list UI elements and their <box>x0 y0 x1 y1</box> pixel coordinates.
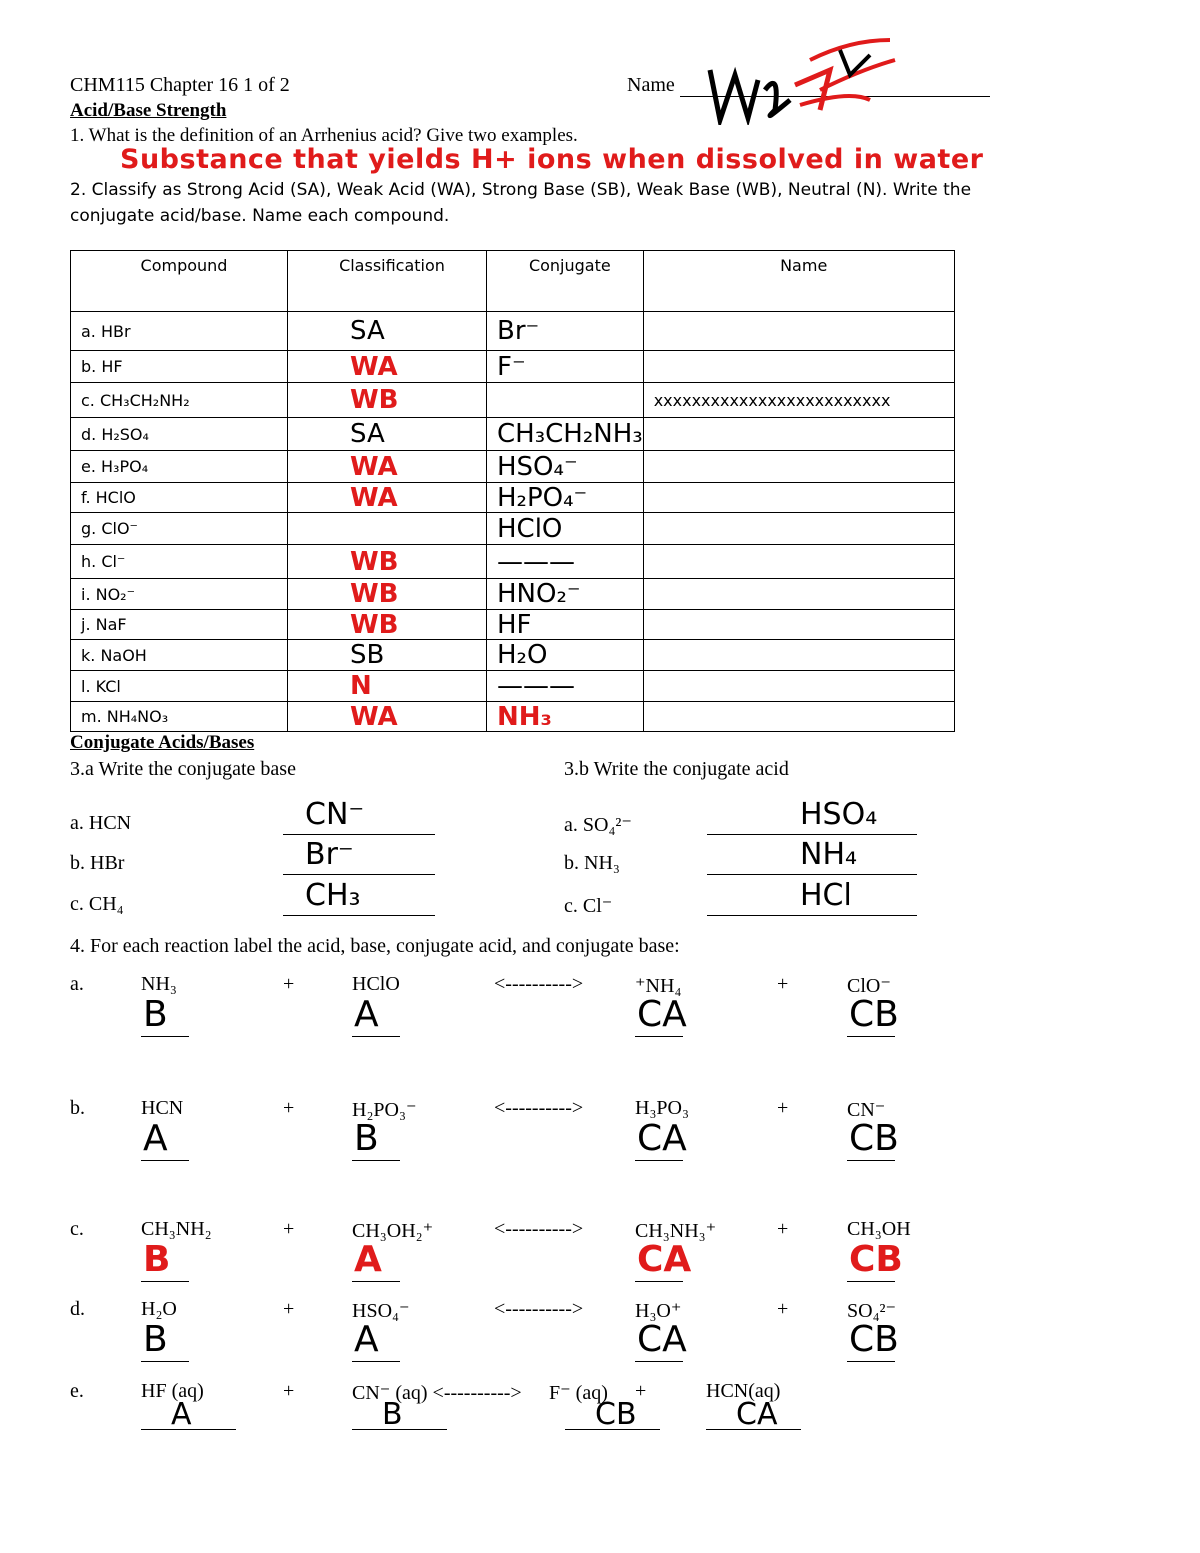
compound-cell <box>71 702 288 732</box>
classification-table <box>70 250 955 732</box>
compound-cell <box>71 545 288 579</box>
plus-sign: + <box>777 973 789 995</box>
plus-sign: + <box>283 1097 295 1119</box>
plus-sign: + <box>283 1298 295 1320</box>
compound-cell <box>71 418 288 451</box>
reaction-term: HSO₄⁻ <box>352 1300 410 1322</box>
name-cell <box>643 451 954 483</box>
answer-line <box>635 1361 683 1362</box>
section-title-strength: Acid/Base Strength <box>70 100 227 121</box>
question-2-line2: conjugate acid/base. Name each compound. <box>70 206 450 226</box>
compound-text: h. Cl⁻ <box>81 552 126 571</box>
conjugate-item-label: b. NH₃ <box>564 852 620 874</box>
answer-line <box>635 1160 683 1161</box>
question-4: 4. For each reaction label the acid, base, conjugate acid, and conjugate base: <box>70 935 680 957</box>
conjugate-text: ——— <box>497 546 575 577</box>
name-cell <box>643 640 954 671</box>
classification-text: WA <box>350 482 398 513</box>
name-cell <box>643 702 954 732</box>
conjugate-text: HF <box>497 609 532 640</box>
answer-line <box>707 834 917 835</box>
conjugate-text: H₂PO₄⁻ <box>497 482 588 513</box>
table-row <box>71 545 955 579</box>
reaction-term: HCN(aq) <box>706 1380 781 1402</box>
reaction-answer-handwritten: CA <box>637 1319 687 1360</box>
reaction-answer-handwritten: B <box>143 1239 171 1280</box>
reaction-answer-handwritten: CB <box>849 1319 899 1360</box>
reaction-answer-handwritten: A <box>143 1118 168 1159</box>
compound-cell <box>71 640 288 671</box>
reaction-term: HCN <box>141 1097 184 1119</box>
conjugate-cell <box>487 640 644 671</box>
answer-line <box>635 1036 683 1037</box>
table-row <box>71 383 955 418</box>
classification-text: WA <box>350 451 398 482</box>
plus-sign: + <box>777 1097 789 1119</box>
conjugate-text: Br⁻ <box>497 316 540 346</box>
classification-text: WB <box>350 609 399 640</box>
reaction-label: b. <box>70 1097 85 1119</box>
table-row <box>71 351 955 383</box>
answer-line <box>352 1281 400 1282</box>
header-conjugate: Conjugate <box>487 251 644 312</box>
reaction-term: CH₃NH₃⁺ <box>635 1220 717 1242</box>
table-row <box>71 312 955 351</box>
reaction-term: H₃O⁺ <box>635 1300 682 1322</box>
compound-cell <box>71 671 288 702</box>
answer-line <box>707 915 917 916</box>
classification-text: WB <box>350 385 399 415</box>
compound-text: f. HClO <box>81 488 136 507</box>
table-row <box>71 640 955 671</box>
classification-text: WB <box>350 579 399 609</box>
answer-1-handwritten: Substance that yields H+ ions when dissolved in water <box>120 144 984 175</box>
conjugate-answer-handwritten: CH₃ <box>305 878 361 913</box>
conjugate-answer-handwritten: NH₄ <box>800 837 858 872</box>
conjugate-cell <box>487 451 644 483</box>
answer-line <box>707 874 917 875</box>
course-heading: CHM115 Chapter 16 1 of 2 <box>70 74 290 96</box>
conjugate-answer-handwritten: HSO₄ <box>800 797 878 832</box>
conjugate-cell <box>487 312 644 351</box>
reaction-term: SO₄²⁻ <box>847 1300 897 1322</box>
conjugate-cell <box>487 351 644 383</box>
conjugate-text: HNO₂⁻ <box>497 579 581 609</box>
reaction-term: H₂O <box>141 1298 177 1320</box>
reaction-answer-handwritten: CB <box>849 1118 899 1159</box>
classification-cell <box>288 418 487 451</box>
conjugate-text: ——— <box>497 671 575 701</box>
reaction-arrow: <----------> <box>494 973 584 995</box>
reaction-answer-handwritten: CA <box>637 1118 687 1159</box>
classification-text: WA <box>350 701 398 732</box>
table-row <box>71 610 955 640</box>
answer-line <box>283 874 435 875</box>
conjugate-text: HClO <box>497 513 563 544</box>
section-3b-title: 3.b Write the conjugate acid <box>564 758 789 780</box>
answer-line <box>141 1281 189 1282</box>
name-cell <box>643 610 954 640</box>
answer-line <box>283 834 435 835</box>
compound-text: a. HBr <box>81 321 131 341</box>
compound-cell <box>71 483 288 513</box>
question-2-line1: 2. Classify as Strong Acid (SA), Weak Acid (WA), Strong Base (SB), Weak Base (WB), Neutral (N). Write the <box>70 180 972 200</box>
compound-text: b. HF <box>81 357 123 376</box>
reaction-arrow: <----------> <box>494 1218 584 1240</box>
conjugate-text: H₂O <box>497 640 548 670</box>
reaction-answer-handwritten: CA <box>637 1239 692 1280</box>
reaction-arrow: <----------> <box>494 1097 584 1119</box>
reaction-answer-handwritten: CB <box>595 1397 637 1432</box>
classification-text: WA <box>350 351 398 382</box>
conjugate-answer-handwritten: CN⁻ <box>305 797 365 832</box>
reaction-answer-handwritten: B <box>143 994 168 1035</box>
conjugate-item-label: b. HBr <box>70 852 125 874</box>
compound-cell <box>71 351 288 383</box>
conjugate-item-label: c. Cl⁻ <box>564 895 613 917</box>
plus-sign: + <box>635 1380 647 1402</box>
compound-cell <box>71 610 288 640</box>
classification-cell <box>288 451 487 483</box>
compound-text: i. NO₂⁻ <box>81 584 136 604</box>
compound-cell <box>71 513 288 545</box>
compound-cell <box>71 383 288 418</box>
classification-text: SB <box>350 640 385 670</box>
compound-cell <box>71 312 288 351</box>
header-compound: Compound <box>71 251 288 312</box>
answer-line <box>847 1160 895 1161</box>
classification-text: WB <box>350 546 399 577</box>
conjugate-cell <box>487 513 644 545</box>
table-header-row <box>71 251 955 312</box>
plus-sign: + <box>777 1218 789 1240</box>
table-row <box>71 702 955 732</box>
name-cell <box>643 579 954 610</box>
reaction-answer-handwritten: B <box>143 1319 168 1360</box>
reaction-term: H₂PO₃⁻ <box>352 1099 417 1121</box>
reaction-answer-handwritten: A <box>354 994 379 1035</box>
conjugate-cell <box>487 671 644 702</box>
reaction-answer-handwritten: CB <box>849 1239 903 1280</box>
name-cell <box>643 513 954 545</box>
answer-line <box>847 1036 895 1037</box>
reaction-label: e. <box>70 1380 84 1402</box>
classification-text: N <box>350 671 372 701</box>
reaction-label: a. <box>70 973 84 995</box>
table-row <box>71 418 955 451</box>
plus-sign: + <box>777 1298 789 1320</box>
conjugate-cell <box>487 545 644 579</box>
classification-cell <box>288 483 487 513</box>
answer-line <box>635 1281 683 1282</box>
classification-cell <box>288 702 487 732</box>
conjugate-text: CH₃CH₂NH₃ <box>497 419 643 449</box>
answer-line <box>352 1160 400 1161</box>
conjugate-cell <box>487 579 644 610</box>
classification-cell <box>288 671 487 702</box>
classification-cell <box>288 610 487 640</box>
conjugate-answer-handwritten: Br⁻ <box>305 837 354 872</box>
compound-text: k. NaOH <box>81 645 147 665</box>
answer-line <box>141 1160 189 1161</box>
conjugate-item-label: c. CH₄ <box>70 893 124 915</box>
reaction-term: ClO⁻ <box>847 975 891 997</box>
classification-cell <box>288 383 487 418</box>
plus-sign: + <box>283 1218 295 1240</box>
compound-cell <box>71 579 288 610</box>
compound-cell <box>71 451 288 483</box>
reaction-label: c. <box>70 1218 84 1240</box>
answer-line <box>283 915 435 916</box>
classification-cell <box>288 312 487 351</box>
reaction-answer-handwritten: CA <box>736 1397 778 1432</box>
name-cell <box>643 418 954 451</box>
conjugate-cell <box>487 702 644 732</box>
plus-sign: + <box>283 1380 295 1402</box>
reaction-term: CH₃NH₂ <box>141 1218 212 1240</box>
table-row <box>71 483 955 513</box>
name-cell <box>643 312 954 351</box>
conjugate-cell <box>487 418 644 451</box>
reaction-answer-handwritten: A <box>354 1319 379 1360</box>
conjugate-cell <box>487 610 644 640</box>
table-row <box>71 451 955 483</box>
classification-cell <box>288 351 487 383</box>
conjugate-cell <box>487 383 644 418</box>
reaction-answer-handwritten: CB <box>849 994 899 1035</box>
reaction-term: CN⁻ <box>847 1099 886 1121</box>
reaction-answer-handwritten: A <box>171 1397 192 1432</box>
compound-text: c. CH₃CH₂NH₂ <box>81 390 190 410</box>
plus-sign: + <box>283 973 295 995</box>
conjugate-text: HSO₄⁻ <box>497 451 578 482</box>
question-1: 1. What is the definition of an Arrhenius acid? Give two examples. <box>70 125 578 146</box>
reaction-arrow: <----------> <box>494 1298 584 1320</box>
reaction-term: CN⁻ (aq) <----------> <box>352 1382 522 1404</box>
reaction-term: H₃PO₃ <box>635 1097 689 1119</box>
classification-text: SA <box>350 316 385 346</box>
section-title-conjugate: Conjugate Acids/Bases <box>70 732 255 753</box>
classification-cell <box>288 545 487 579</box>
name-cell <box>643 671 954 702</box>
name-cell <box>643 351 954 383</box>
reaction-term: HF (aq) <box>141 1380 204 1402</box>
conjugate-text: NH₃ <box>497 701 552 732</box>
name-cell <box>643 383 954 418</box>
classification-cell <box>288 513 487 545</box>
compound-text: l. KCl <box>81 676 121 696</box>
reaction-term: CH₃OH₂⁺ <box>352 1220 434 1242</box>
reaction-term: NH₃ <box>141 973 177 995</box>
name-text: xxxxxxxxxxxxxxxxxxxxxxxxx <box>653 390 891 410</box>
compound-text: j. NaF <box>81 615 127 634</box>
header-name: Name <box>643 251 954 312</box>
reaction-term: F⁻ (aq) <box>549 1382 608 1404</box>
conjugate-item-label: a. HCN <box>70 812 132 834</box>
table-row <box>71 513 955 545</box>
reaction-answer-handwritten: CA <box>637 994 687 1035</box>
answer-line <box>847 1361 895 1362</box>
header-classification: Classification <box>288 251 487 312</box>
conjugate-item-label: a. SO₄²⁻ <box>564 814 632 836</box>
classification-cell <box>288 579 487 610</box>
name-cell <box>643 545 954 579</box>
compound-text: d. H₂SO₄ <box>81 424 149 444</box>
name-label: Name <box>627 74 675 96</box>
classification-text: SA <box>350 419 385 449</box>
compound-text: m. NH₄NO₃ <box>81 707 169 726</box>
section-3a-title: 3.a Write the conjugate base <box>70 758 296 780</box>
classification-cell <box>288 640 487 671</box>
reaction-answer-handwritten: A <box>354 1239 382 1280</box>
reaction-label: d. <box>70 1298 85 1320</box>
compound-text: e. H₃PO₄ <box>81 457 149 476</box>
answer-line <box>352 1036 400 1037</box>
table-row <box>71 579 955 610</box>
answer-line <box>847 1281 895 1282</box>
conjugate-cell <box>487 483 644 513</box>
signature-scribble <box>700 30 900 125</box>
conjugate-text: F⁻ <box>497 351 526 382</box>
answer-line <box>141 1036 189 1037</box>
reaction-answer-handwritten: B <box>354 1118 379 1159</box>
reaction-term: HClO <box>352 973 400 995</box>
answer-line <box>141 1361 189 1362</box>
reaction-term: ⁺NH₄ <box>635 975 682 997</box>
reaction-term: CH₃OH <box>847 1218 911 1240</box>
answer-line <box>352 1361 400 1362</box>
compound-text: g. ClO⁻ <box>81 519 138 538</box>
name-cell <box>643 483 954 513</box>
reaction-answer-handwritten: B <box>382 1397 403 1432</box>
conjugate-answer-handwritten: HCl <box>800 878 852 913</box>
table-row <box>71 671 955 702</box>
